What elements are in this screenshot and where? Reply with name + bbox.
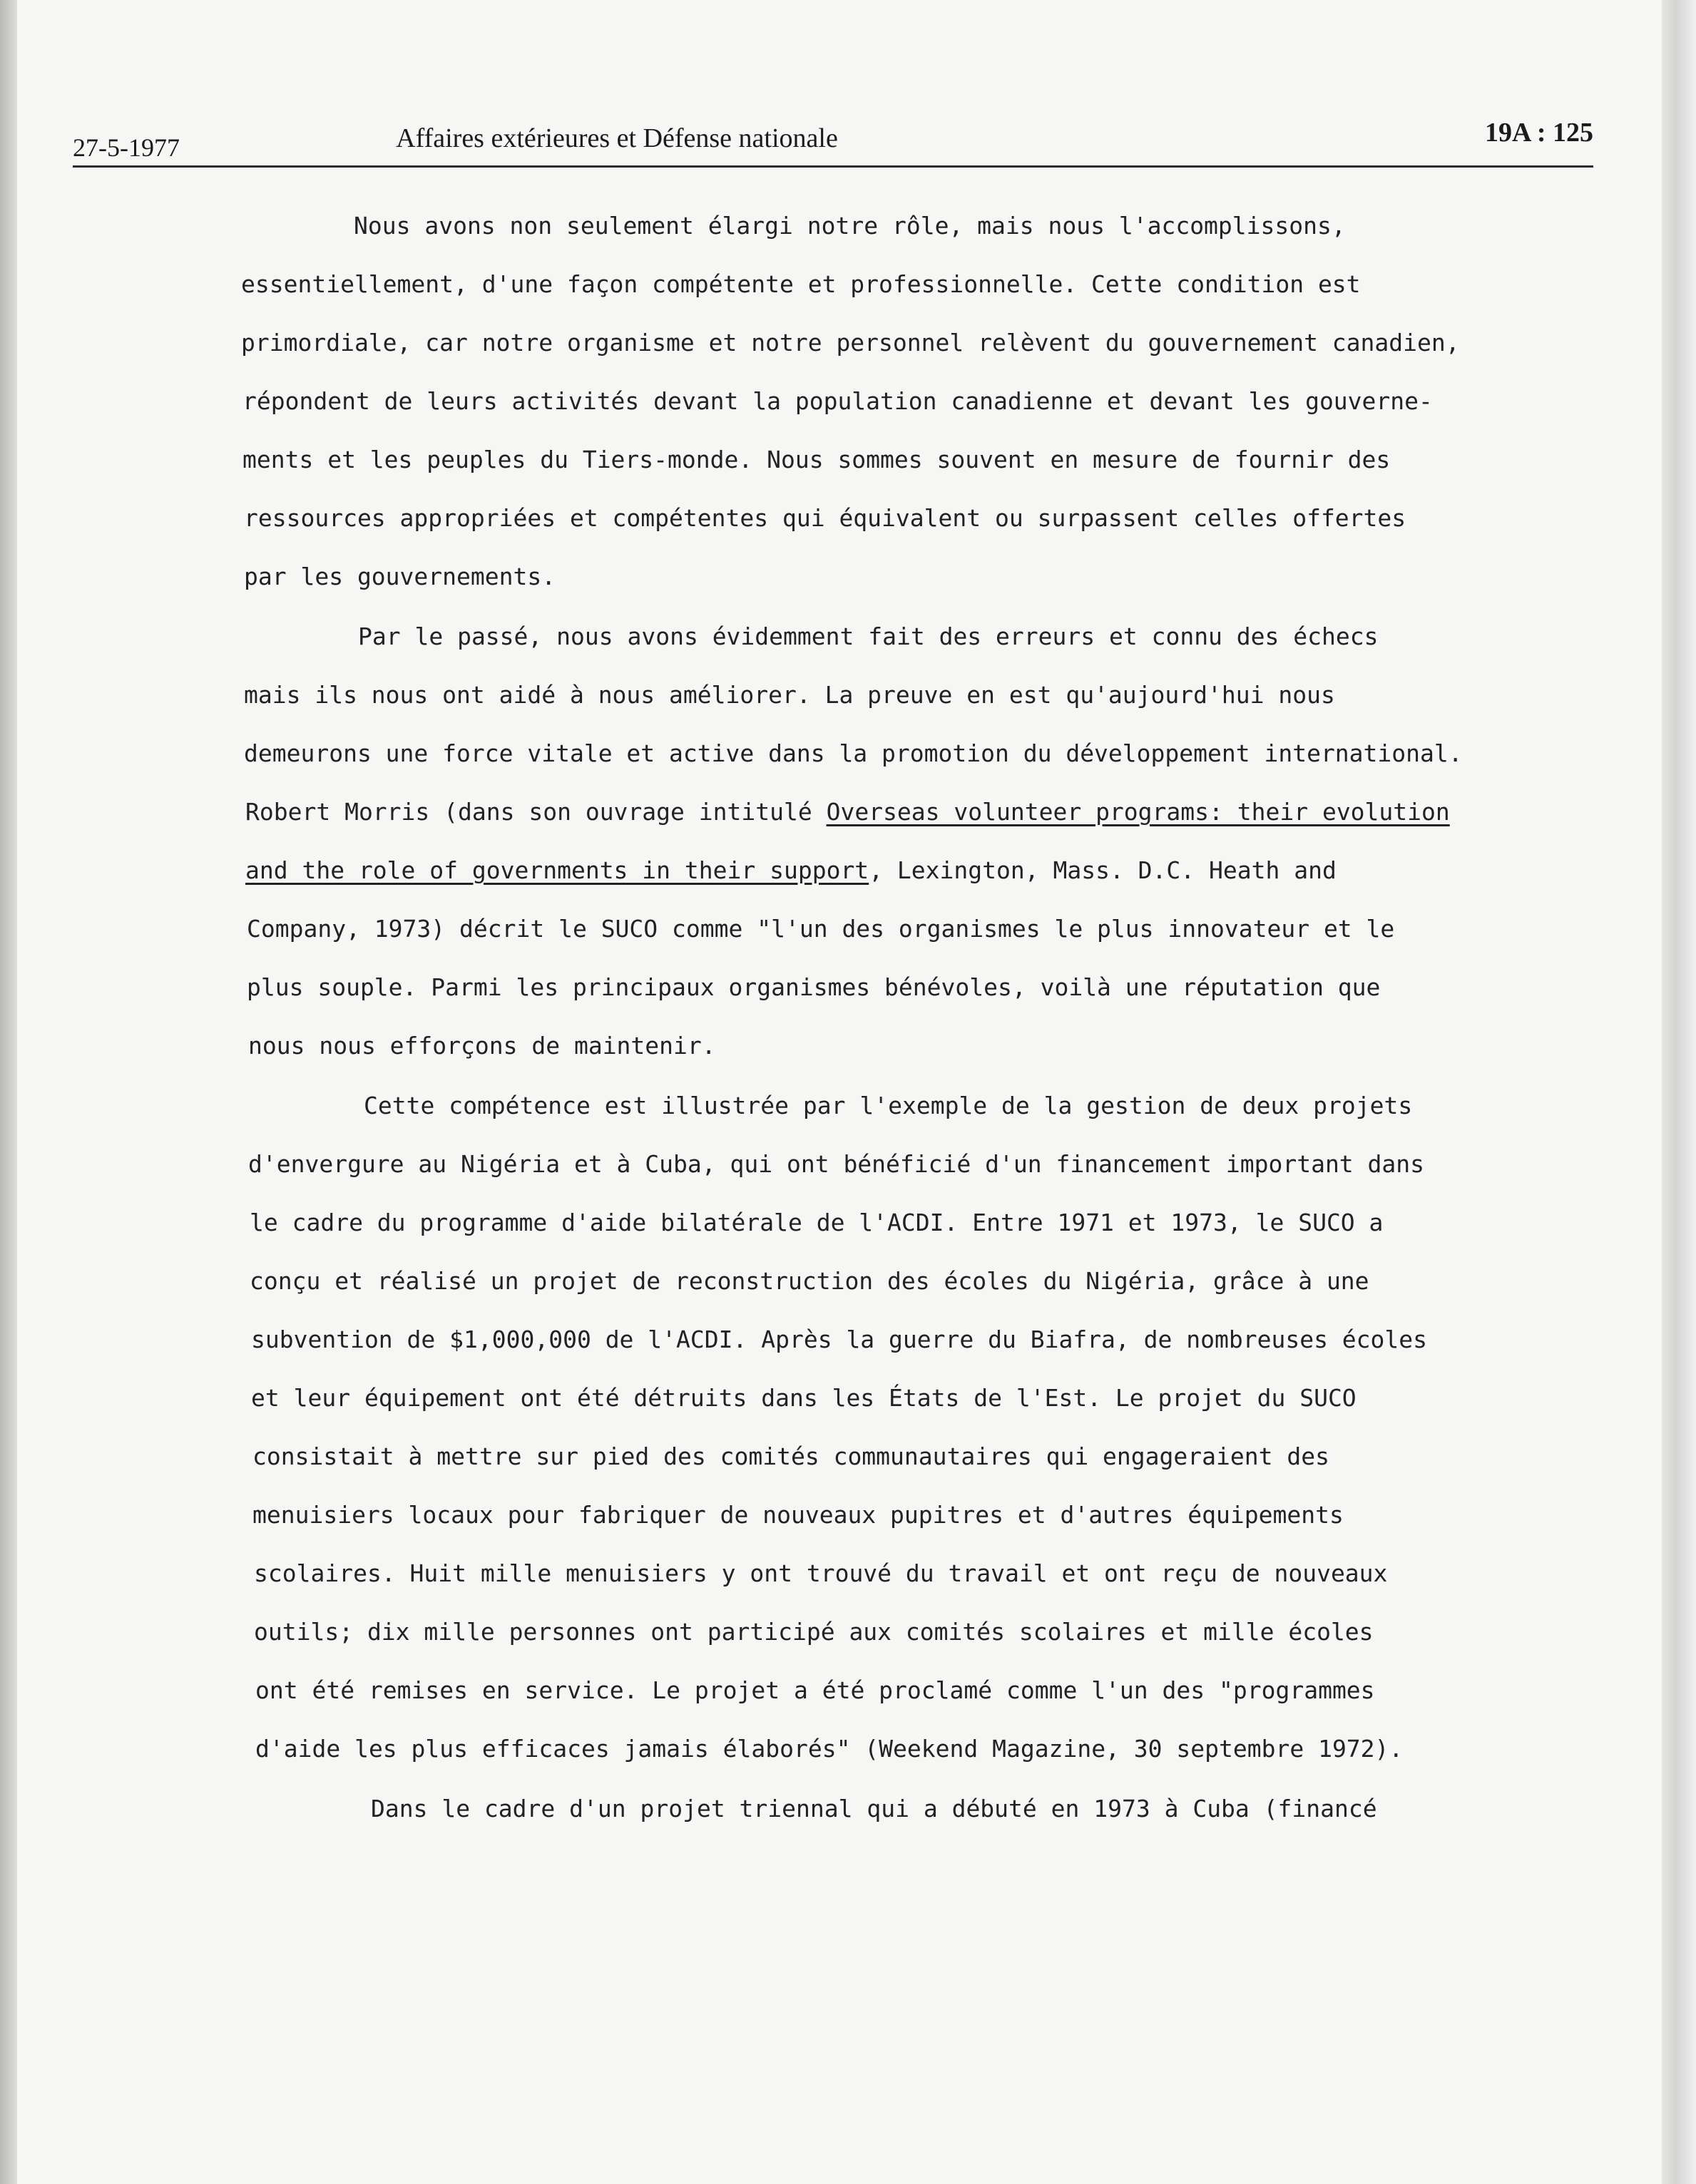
text-line: subvention de $1,000,000 de l'ACDI. Après la guerre du Biafra, de nombreuses écoles [251, 1326, 1428, 1353]
text-span: , Lexington, Mass. D.C. Heath and [869, 856, 1337, 884]
header-date: 27-5-1977 [73, 133, 180, 162]
text-line: par les gouvernements. [244, 563, 556, 590]
scan-right-edge [1662, 0, 1696, 2184]
book-title: Overseas volunteer programs: their evolution [826, 798, 1450, 826]
text-line: demeurons une force vitale et active dans la promotion du développement international. [244, 739, 1463, 767]
text-line [245, 783, 1502, 841]
text-line: ressources appropriées et compétentes qui équivalent ou surpassent celles offertes [244, 504, 1406, 532]
text-line: Nous avons non seulement élargi notre rôle, mais nous l'accomplissons, [354, 212, 1346, 240]
text-line: scolaires. Huit mille menuisiers y ont trouvé du travail et ont reçu de nouveaux [254, 1559, 1388, 1587]
paragraph-3 [240, 1077, 1502, 1778]
text-line [245, 841, 1502, 900]
text-span: Robert Morris (dans son ouvrage intitulé [245, 798, 827, 826]
text-line: et leur équipement ont été détruits dans les États de l'Est. Le projet du SUCO [251, 1384, 1357, 1412]
text-line: répondent de leurs activités devant la population canadienne et devant les gouverne- [242, 387, 1433, 415]
book-title-cont: and the role of governments in their support [245, 856, 869, 884]
text-line: ments et les peuples du Tiers-monde. Nous sommes souvent en mesure de fournir des [242, 446, 1391, 473]
text-line: mais ils nous ont aidé à nous améliorer. La preuve en est qu'aujourd'hui nous [244, 681, 1335, 709]
paragraph-2 [240, 607, 1502, 1075]
paragraph-4 [240, 1780, 1502, 1838]
text-line: outils; dix mille personnes ont participé aux comités scolaires et mille écoles [254, 1618, 1374, 1646]
text-line: consistait à mettre sur pied des comités communautaires qui engageraient des [252, 1442, 1329, 1470]
text-line: d'aide les plus efficaces jamais élaborés" (Weekend Magazine, 30 septembre 1972). [255, 1735, 1404, 1763]
text-line: ont été remises en service. Le projet a été proclamé comme l'un des "programmes [255, 1676, 1375, 1704]
text-line: Cette compétence est illustrée par l'exemple de la gestion de deux projets [364, 1092, 1413, 1119]
text-line: d'envergure au Nigéria et à Cuba, qui ont bénéficié d'un financement important dans [248, 1150, 1425, 1178]
page-header [73, 114, 1593, 168]
text-line: Company, 1973) décrit le SUCO comme "l'un des organismes le plus innovateur et le [247, 915, 1395, 943]
text-line: Dans le cadre d'un projet triennal qui a débuté en 1973 à Cuba (financé [371, 1795, 1377, 1822]
scan-left-edge [0, 0, 17, 2184]
text-line: menuisiers locaux pour fabriquer de nouveaux pupitres et d'autres équipements [252, 1501, 1344, 1529]
text-line: le cadre du programme d'aide bilatérale de l'ACDI. Entre 1971 et 1973, le SUCO a [250, 1209, 1384, 1236]
text-line: Par le passé, nous avons évidemment fait des erreurs et connu des échecs [358, 622, 1379, 650]
header-title: Affaires extérieures et Défense nationale [396, 123, 838, 153]
text-line: plus souple. Parmi les principaux organismes bénévoles, voilà une réputation que [247, 973, 1381, 1001]
text-line: conçu et réalisé un projet de reconstruction des écoles du Nigéria, grâce à une [250, 1267, 1369, 1295]
document-body [240, 197, 1502, 1840]
paragraph-1 [240, 197, 1502, 606]
text-line: essentiellement, d'une façon compétente et professionnelle. Cette condition est [241, 270, 1361, 298]
text-line: nous nous efforçons de maintenir. [248, 1032, 716, 1060]
text-line: primordiale, car notre organisme et notre personnel relèvent du gouvernement canadien, [241, 329, 1460, 357]
header-page-number: 19A : 125 [1485, 118, 1593, 148]
